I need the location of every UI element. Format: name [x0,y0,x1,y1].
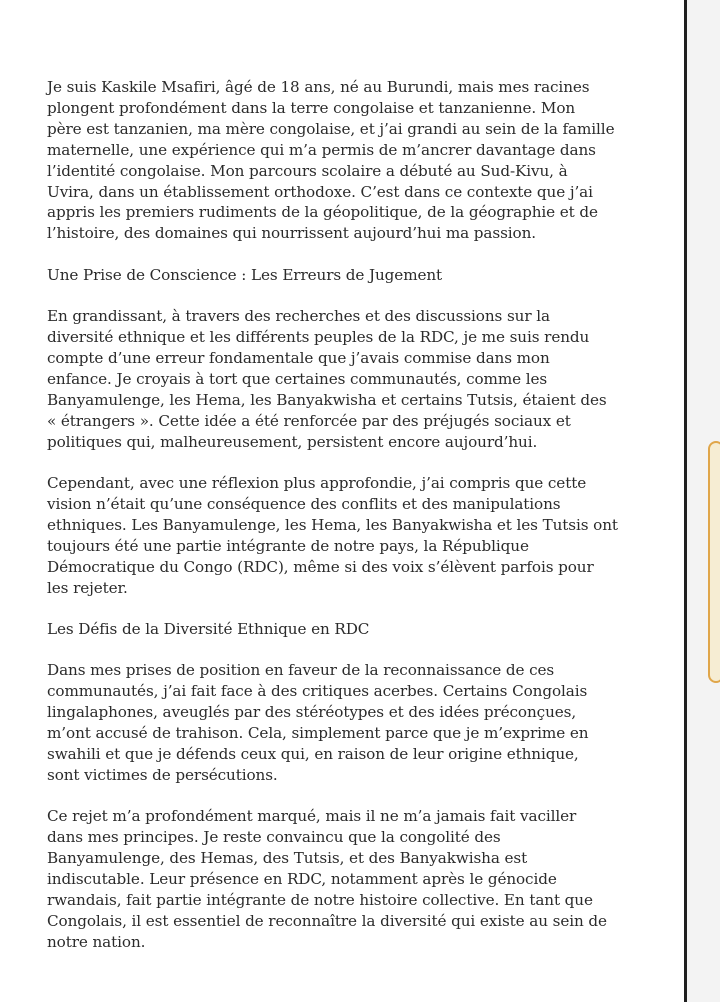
paragraph-conclusion: Ce rejet m’a profondément marqué, mais il ne m’a jamais fait vaciller dans mes principes. Je reste convaincu que la congolité des Banyamulenge, des Hemas, des Tutsis, et des Banyakwisha est indiscutable. Leur présence en RDC, notamment après le génocide rwandais, fait partie intégrante de notre histoire collective. En tant que Congolais, il est essentiel de reconnaître la diversité qui existe au sein de notre nation. [47,807,607,951]
scrollbar-thumb[interactable] [708,441,720,683]
page-edge-divider [684,0,687,1002]
paragraph-intro: Je suis Kaskile Msafiri, âgé de 18 ans, né au Burundi, mais mes racines plongent profondément dans la terre congolaise et tanzanienne. Mon père est tanzanien, ma mère congolaise, et j’ai grandi au sein de la famille maternelle, une expérience qui m’a permis de m’ancrer davantage dans l’identité congolaise. Mon parcours scolaire a débuté au Sud-Kivu, à Uvira, dans un établissement orthodoxe. C’est dans ce contexte que j’ai appris les premiers rudiments de la géopolitique, de la géographie et de l’histoire, des domaines qui nourrissent aujourd’hui ma passion. [47,78,615,243]
document-body [47,77,669,953]
paragraph-reflexion: Cependant, avec une réflexion plus approfondie, j’ai compris que cette vision n’était qu’une conséquence des conflits et des manipulations ethniques. Les Banyamulenge, les Hema, les Banyakwisha et les Tutsis ont toujours été une partie intégrante de notre pays, la République Démocratique du Congo (RDC), même si des voix s’élèvent parfois pour les rejeter. [47,474,618,597]
paragraph-erreurs: En grandissant, à travers des recherches et des discussions sur la diversité ethnique et les différents peuples de la RDC, je me suis rendu compte d’une erreur fondamentale que j’avais commise dans mon enfance. Je croyais à tort que certaines communautés, comme les Banyamulenge, les Hema, les Banyakwisha et certains Tutsis, étaient des « étrangers ». Cette idée a été renforcée par des préjugés sociaux et politiques qui, malheureusement, persistent encore aujourd’hui. [47,307,607,451]
section-heading-defis: Les Défis de la Diversité Ethnique en RDC [47,619,370,638]
section-heading-prise-de-conscience: Une Prise de Conscience : Les Erreurs de Jugement [47,265,443,284]
paragraph-critiques: Dans mes prises de position en faveur de la reconnaissance de ces communautés, j’ai fait face à des critiques acerbes. Certains Congolais lingalaphones, aveuglés par des stéréotypes et des idées préconçues, m’ont accusé de trahison. Cela, simplement parce que je m’exprime en swahili et que je défends ceux qui, en raison de leur origine ethnique, sont victimes de persécutions. [47,661,589,784]
